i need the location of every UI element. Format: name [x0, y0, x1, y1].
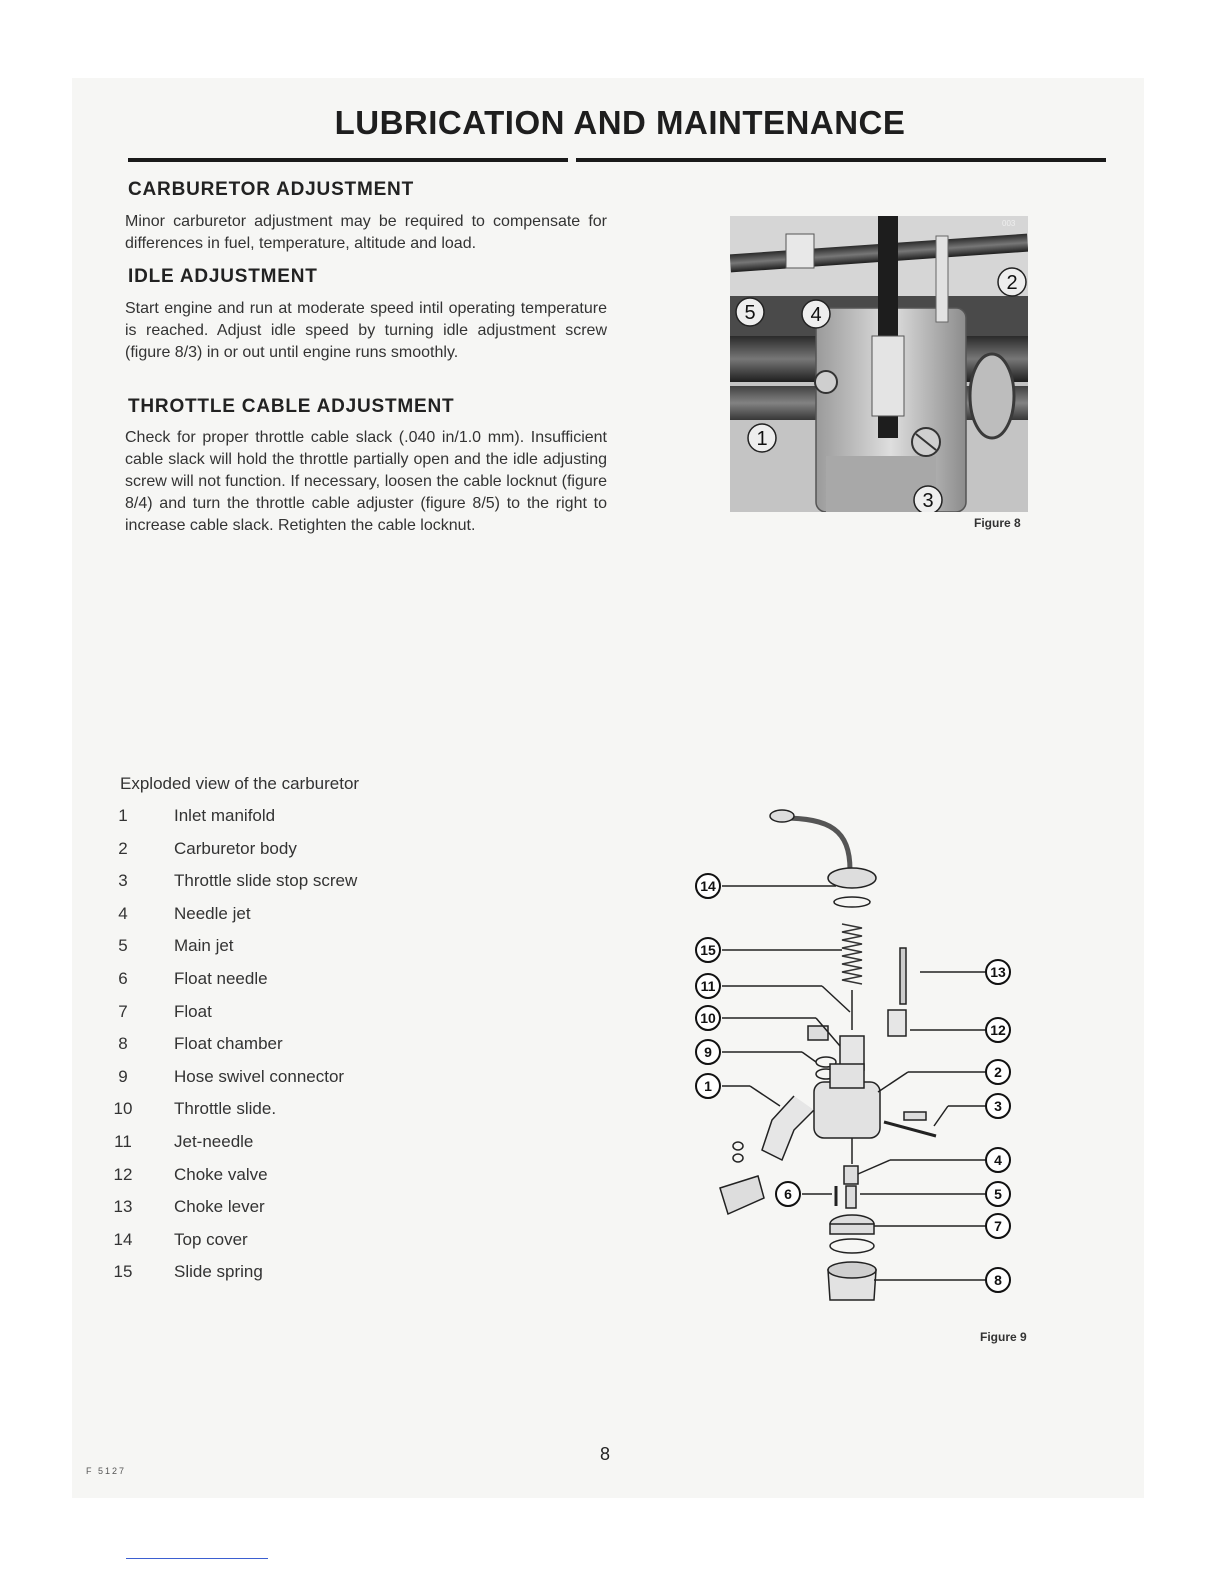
figure8-photo: [730, 216, 1028, 512]
text-carburetor-adjustment: Minor carburetor adjustment may be required to compensate for differences in fuel, temperature, altitude and load.: [125, 213, 607, 252]
fig9-callout-2: 2: [994, 1064, 1002, 1080]
fig9-callout-12: 12: [990, 1022, 1006, 1038]
figure8-caption: Figure 8: [974, 516, 1021, 530]
fig8-callout-4: 4: [810, 304, 822, 326]
heading-carburetor-adjustment: CARBURETOR ADJUSTMENT: [128, 179, 414, 200]
link-underline: [126, 1558, 268, 1559]
fig8-callout-2: 2: [1006, 272, 1018, 294]
fig9-callout-7: 7: [994, 1218, 1002, 1234]
fig8-photo-code: 003: [1002, 219, 1016, 228]
fig8-callout-1: 1: [756, 428, 768, 450]
title-rule-right: [576, 158, 1106, 162]
parts-list-title: Exploded view of the carburetor: [120, 774, 360, 793]
text-throttle-cable-adjustment: Check for proper throttle cable slack (.040 in/1.0 mm). Insufficient cable slack will hold the throttle partially open and the idle adjusting screw will not function. If necessary, loosen the cable locknut (figure 8/4) and turn the throttle cable adjuster (figure 8/5) to the right to increase cable slack. Retighten the cable locknut.: [125, 429, 607, 534]
fig9-callout-1: 1: [704, 1078, 712, 1094]
fig8-callout-3: 3: [922, 490, 934, 512]
fig9-callout-8: 8: [994, 1272, 1002, 1288]
title-rule-left: [128, 158, 568, 162]
fig9-callout-3: 3: [994, 1098, 1002, 1114]
fig9-callout-15: 15: [700, 942, 716, 958]
fig9-callout-13: 13: [990, 964, 1006, 980]
heading-throttle-cable-adjustment: THROTTLE CABLE ADJUSTMENT: [128, 396, 455, 417]
fig9-callout-5: 5: [994, 1186, 1002, 1202]
page-title: LUBRICATION AND MAINTENANCE: [334, 104, 906, 141]
fig9-callout-9: 9: [704, 1044, 712, 1060]
document-code: F 5127: [86, 1466, 127, 1476]
text-idle-adjustment: Start engine and run at moderate speed intil operating temperature is reached. Adjust idle speed by turning idle adjustment screw (figure 8/3) in or out until engine runs smoothly.: [125, 300, 607, 361]
fig9-callout-14: 14: [700, 878, 716, 894]
figure8-drawing: [730, 216, 1028, 512]
figure9-drawing: [690, 800, 1030, 1320]
fig9-callout-6: 6: [784, 1186, 792, 1202]
fig8-callout-5: 5: [744, 302, 756, 324]
fig9-callout-10: 10: [700, 1010, 716, 1026]
fig9-callout-4: 4: [994, 1152, 1002, 1168]
figure9-exploded-view: [690, 800, 1030, 1320]
figure9-caption: Figure 9: [980, 1330, 1027, 1344]
fig9-callout-11: 11: [700, 978, 716, 994]
page-number: 8: [600, 1444, 611, 1464]
heading-idle-adjustment: IDLE ADJUSTMENT: [128, 266, 318, 287]
